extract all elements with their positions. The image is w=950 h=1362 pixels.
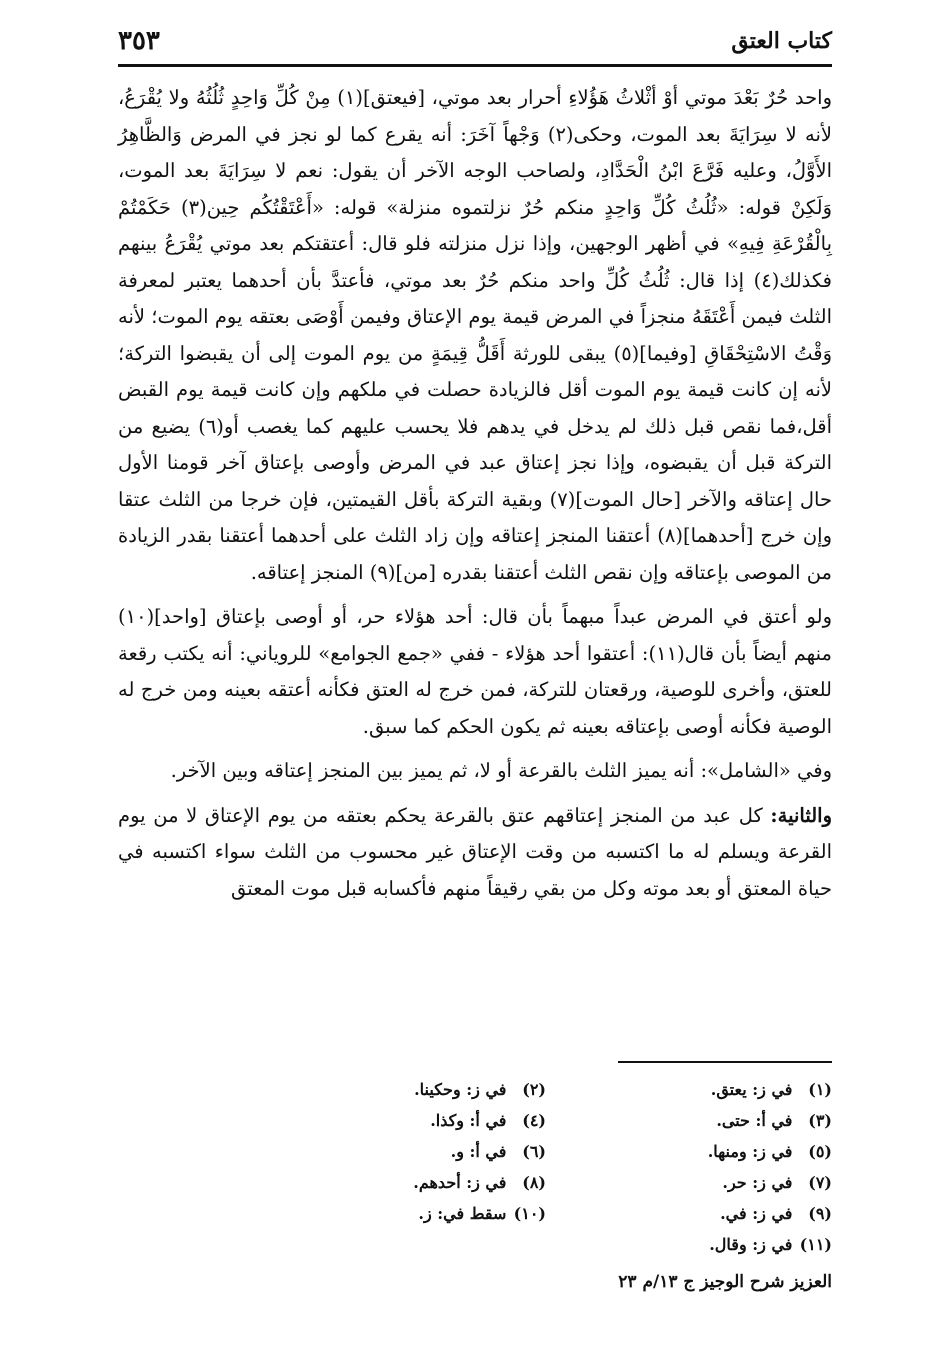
footnote [300,1198,546,1229]
footnote [586,1167,832,1198]
footnote-text: في ز: يعتق. [710,1080,793,1099]
footnote-text: في أ: و. [450,1142,507,1161]
footnote-number: (٣) [808,1111,832,1130]
footnote-number: (٧) [808,1173,832,1192]
footnotes-left-column [300,1074,546,1260]
footnote-text: في أ: وكذا. [430,1111,507,1130]
second-issue-text: كل عبد من المنجز إعتاقهم عتق بالقرعة يحكم بعتقه من يوم الإعتاق لا من يوم القرعة ويسلم له ما اكتسبه من وقت الإعتاق غير محسوب من الثلث سواء اكتسبه في حياة المعتق أو بعد موته وكل من بقي رقيقاً منهم فأكسابه قبل موت المعتق [118,803,832,900]
footnote-number: (١١) [799,1235,832,1254]
footnote [300,1136,546,1167]
footnote-number: (٩) [808,1204,832,1223]
footnote-number: (٦) [522,1142,546,1161]
footnote [586,1198,832,1229]
footnote [586,1229,832,1260]
footnote-number: (٨) [522,1173,546,1192]
footnote [300,1074,546,1105]
footnote [586,1105,832,1136]
paragraph: ولو أعتق في المرض عبداً مبهماً بأن قال: أحد هؤلاء حر، أو أوصى بإعتاق [واحد](١٠) منهم أيضاً بأن قال(١١): أعتقوا أحد هؤلاء - ففي «جمع الجوامع» للروياني: أنه يكتب رقعة للعتق، وأخرى للوصية، ورقعتان للتركة، فمن خرج له العتق فكأنه أعتقه بعينه ومن خرج له الوصية فكأنه أوصى بإعتاقه بعينه ثم يكون الحكم كما سبق. [118,605,832,738]
footnote [586,1136,832,1167]
footnote [300,1105,546,1136]
footnote-number: (٤) [522,1111,546,1130]
paragraph: واحد حُرٌ بَعْدَ موتي أوْ أثْلاثُ هَؤُلاءِ أحرار بعد موتي، [فيعتق](١) مِنْ كُلِّ وَاحِدٍ ثُلُثُهُ ولا يُقْرَعُ، لأنه لا سِرَايَةَ بعد الموت، وحكى(٢) وَجْهاً آخَرَ: أنه يقرع كما لو نجز في المرض وَالظَّاهِرُ الأَوَّلُ، وعليه فَرَّعَ ابْنُ الْحَدَّادِ، ولصاحب الوجه الآخر أن يقول: نعم لا سِرَايَةَ بعد الموت، وَلَكِنْ قوله: «ثُلُثُ كُلِّ وَاحِدٍ منكم حُرٌ نزلتموه منزلة» قوله: «أَعْتَقْتُكُم حِين(٣) حَكَمْتُمْ بِالْقُرْعَةِ فِيهِ» في أظهر الوجهين، وإذا نزل منزلته فلو قال: أعتقتكم بعد موتي يُقْرَعُ بينهم فكذلك(٤) إذا قال: ثُلُثُ كُلِّ واحد منكم حُرٌ بعد موتي، فأعتدَّ بأن أحدهما يعتبر لمعرفة الثلث فيمن أَعْتَقَهُ منجزاً في المرض قيمة يوم الإعتاق وفيمن أَوْصَى بعتقه يوم الموت؛ لأنه وَقْتُ الاسْتِحْقَاقِ [وفيما](٥) يبقى للورثة أَقَلُّ قِيمَةٍ من يوم الموت إلى أن يقبضوا التركة؛ لأنه إن كانت قيمة يوم الموت أقل فالزيادة حصلت في ملكهم وإن كانت قيمة يوم القبض أقل،فما نقص قبل ذلك لم يدخل في يدهم فلا يحسب عليهم كما يغصب أو(٦) يضيع من التركة قبل أن يقبضوه، وإذا نجز إعتاق عبد في المرض وأوصى بإعتاق آخر قومنا الأول حال إعتاقه والآخر [حال الموت](٧) وبقية التركة بأقل القيمتين، فإن خرجا من الثلث عتقا وإن خرج [أحدهما](٨) أعتقنا المنجز إعتاقه وإن زاد الثلث على أحدهما أعتقنا بقدر الزيادة من الموصى بإعتاقه وإن نقص الثلث أعتقنا بقدره [من](٩) المنجز إعتاقه. [118,86,832,584]
footnote-text: سقط في: ز. [418,1204,507,1223]
footnote-divider [618,1061,832,1063]
footnote [300,1167,546,1198]
footnote-text: في أ: حتى. [716,1111,793,1130]
footnote [586,1074,832,1105]
footnote-number: (١٠) [513,1204,546,1223]
footnote-number: (١) [808,1080,832,1099]
footnote-text: في ز: وحكينا. [414,1080,507,1099]
footnotes-right-column [586,1074,832,1260]
footnote-text: في ز: أحدهم. [413,1173,507,1192]
footnote-text: في ز: وقال. [709,1235,793,1254]
footnotes [300,1074,832,1260]
footnote-number: (٢) [522,1080,546,1099]
page-number: ٣٥٣ [118,26,160,56]
footnote-text: في ز: ومنها. [707,1142,793,1161]
chapter-title: كتاب العتق [731,28,832,54]
book-signature: العزيز شرح الوجيز ج ١٣/م ٢٣ [618,1272,832,1292]
footnote-text: في ز: في. [720,1204,793,1223]
footnote-text: في ز: حر. [722,1173,793,1192]
header-divider [118,64,832,67]
main-text [118,80,832,907]
footnote-number: (٥) [808,1142,832,1161]
second-issue-label: والثانية: [770,803,832,827]
paragraph-second-issue [118,798,832,908]
paragraph: وفي «الشامل»: أنه يميز الثلث بالقرعة أو لا، ثم يميز بين المنجز إعتاقه وبين الآخر. [170,759,832,782]
page-header [118,22,832,62]
